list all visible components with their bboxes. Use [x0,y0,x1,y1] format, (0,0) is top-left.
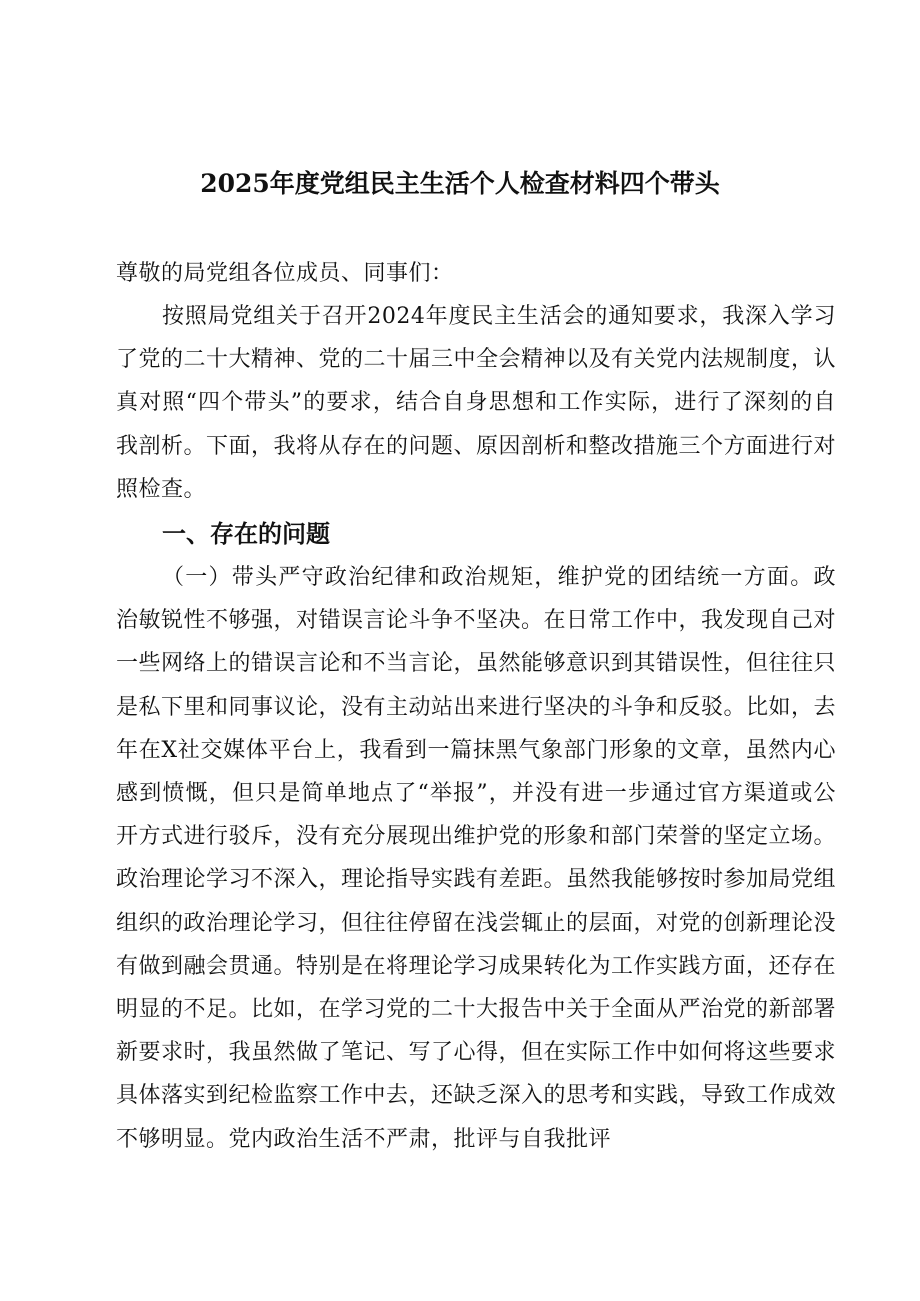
intro-paragraph: 按照局党组关于召开2024年度民主生活会的通知要求，我深入学习了党的二十大精神、党的二十届三中全会精神以及有关党内法规制度，认真对照“四个带头”的要求，结合自身思想和工作实际，进行了深刻的自我剖析。下面，我将从存在的问题、原因剖析和整改措施三个方面进行对照检查。 [116,304,837,502]
section-paragraph: （一）带头严守政治纪律和政治规矩，维护党的团结统一方面。政治敏锐性不够强，对错误言论斗争不坚决。在日常工作中，我发现自己对一些网络上的错误言论和不当言论，虽然能够意识到其错误性，但往往只是私下里和同事议论，没有主动站出来进行坚决的斗争和反驳。比如，去年在X社交媒体平台上，我看到一篇抹黑气象部门形象的文章，虽然内心感到愤慨，但只是简单地点了“举报”，并没有进一步通过官方渠道或公开方式进行驳斥，没有充分展现出维护党的形象和部门荣誉的坚定立场。政治理论学习不深入，理论指导实践有差距。虽然我能够按时参加局党组组织的政治理论学习，但往往停留在浅尝辄止的层面，对党的创新理论没有做到融会贯通。特别是在将理论学习成果转化为工作实践方面，还存在明显的不足。比如，在学习党的二十大报告中关于全面从严治党的新部署新要求时，我虽然做了笔记、写了心得，但在实际工作中如何将这些要求具体落实到纪检监察工作中去，还缺乏深入的思考和实践，导致工作成效不够明显。党内政治生活不严肃，批评与自我批评 [116,565,837,1152]
salutation: 尊敬的局党组各位成员、同事们： [116,261,454,286]
document-title: 2025年度党组民主生活个人检查材料四个带头 [200,169,720,198]
section-heading: 一、存在的问题 [162,520,330,548]
